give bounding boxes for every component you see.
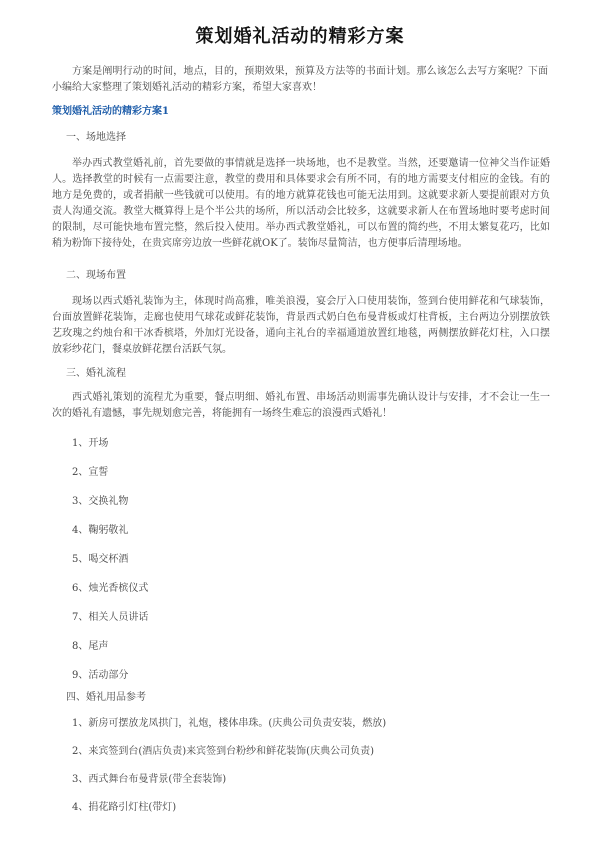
list-item: 5、喝交杯酒	[72, 554, 129, 565]
intro-paragraph: 方案是阐明行动的时间，地点，目的，预期效果，预算及方法等的书面计划。那么该怎么去写方案呢？下面小编给大家整理了策划婚礼活动的精彩方案，希望大家喜欢！	[52, 66, 548, 93]
list-item: 8、尾声	[72, 641, 109, 652]
list-item: 6、烛光香槟仪式	[72, 583, 149, 594]
paragraph-venue: 举办西式教堂婚礼前，首先要做的事情就是选择一块场地，也不是教堂。当然，还要邀请一位神父当作证婚人。选择教堂的时候有一点需要注意，教堂的费用和具体要求会有所不同，有的地方需要支付相应的金钱。有的地方是免费的，或者捐献一些钱就可以使用。有的地方就算花钱也可能无法用到。这就要求新人要提前跟对方负责人沟通交流。教堂大概算得上是个半公共的场所，所以活动会比较多，这就要求新人在布置场地时要考虑时间的限制，尽可能快地布置完整，然后投入使用。举办西式教堂婚礼，可以布置的简约些，不用太繁复花巧，比如稍为粉饰下接待处，在贵宾席旁边放一些鲜花就OK了。装饰尽量简洁，也方便事后清理场地。	[52, 158, 550, 249]
list-item: 1、开场	[72, 438, 109, 449]
list-item: 2、来宾签到台(酒店负责)来宾签到台粉纱和鲜花装饰(庆典公司负责)	[72, 746, 374, 757]
list-item: 7、相关人员讲话	[72, 612, 149, 623]
heading-setup: 二、现场布置	[66, 270, 126, 281]
heading-supplies: 四、婚礼用品参考	[66, 692, 146, 703]
list-item: 4、捐花路引灯柱(带灯)	[72, 802, 177, 813]
list-item: 3、交换礼物	[72, 496, 129, 507]
list-item: 9、活动部分	[72, 670, 129, 681]
list-item: 1、新房可摆放龙凤拱门，礼炮，楼体串珠。(庆典公司负责安装，燃放)	[72, 718, 387, 729]
list-item: 4、鞠躬敬礼	[72, 525, 129, 536]
list-item: 2、宣誓	[72, 467, 109, 478]
list-item: 3、西式舞台布曼背景(带全套装饰)	[72, 774, 227, 785]
section-title: 策划婚礼活动的精彩方案1	[52, 106, 169, 117]
document-title: 策划婚礼活动的精彩方案	[195, 26, 405, 47]
heading-venue: 一、场地选择	[66, 132, 126, 143]
paragraph-process: 西式婚礼策划的流程尤为重要，餐点明细、婚礼布置、串场活动则需事先确认设计与安排，才不会让一生一次的婚礼有遗憾，事先规划愈完善，将能拥有一场终生难忘的浪漫西式婚礼！	[52, 392, 550, 419]
paragraph-setup: 现场以西式婚礼装饰为主，体现时尚高雅，唯美浪漫，宴会厅入口使用装饰，签到台使用鲜花和气球装饰，台面放置鲜花装饰，走廊也使用气球花或鲜花装饰，背景西式奶白色布曼背板或灯柱背板，主台两边分别摆放铁艺玫瑰之约烛台和干冰香槟塔，外加灯光设备，通向主礼台的幸福通道放置红地毯，两侧摆放鲜花灯柱，入口摆放彩纱花门，餐桌放鲜花摆台活跃气氛。	[52, 296, 550, 355]
heading-process: 三、婚礼流程	[66, 368, 126, 379]
